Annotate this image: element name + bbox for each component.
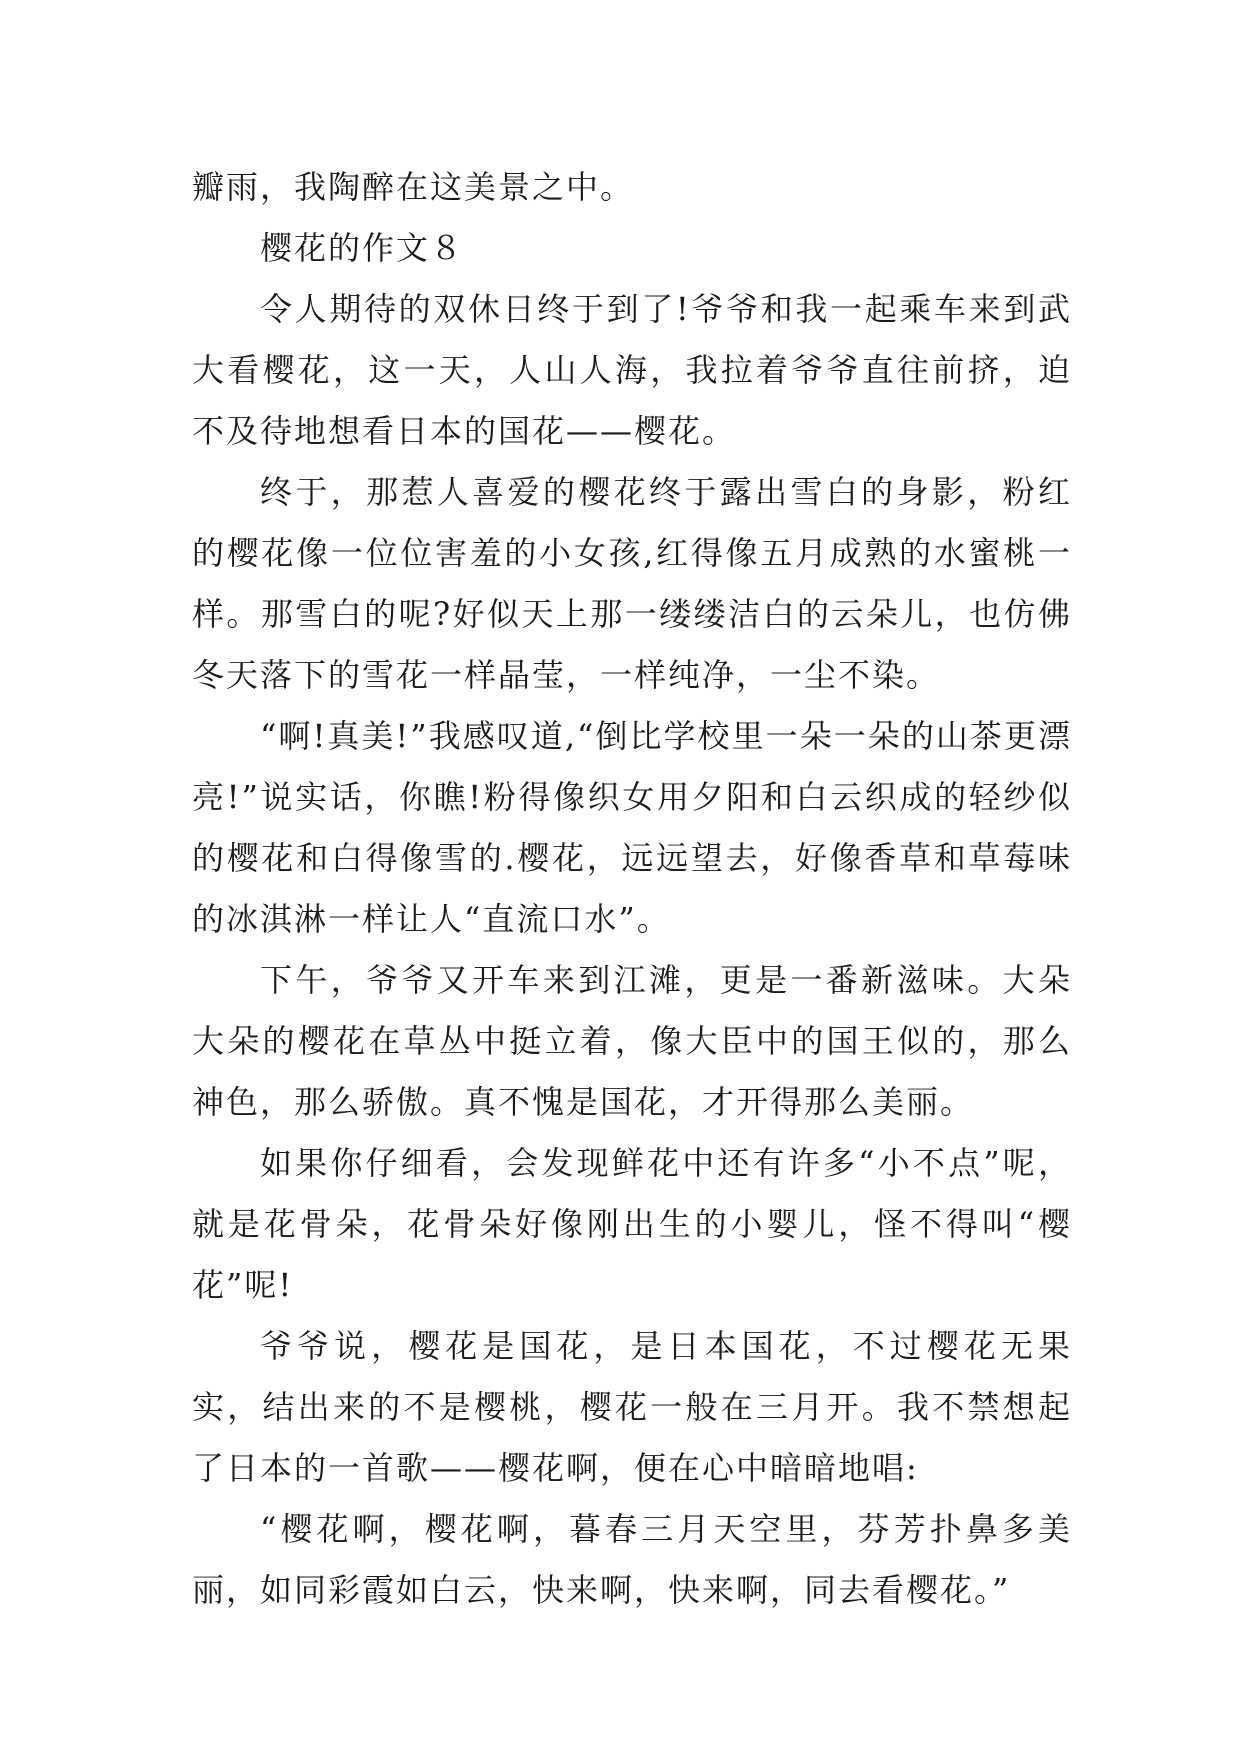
paragraph: 下午，爷爷又开车来到江滩，更是一番新滋味。大朵大朵的樱花在草丛中挺立着，像大臣中的国王似的，那么神色，那么骄傲。真不愧是国花，才开得那么美丽。 <box>192 961 1072 1121</box>
paragraph: 终于，那惹人喜爱的樱花终于露出雪白的身影，粉红的樱花像一位位害羞的小女孩,红得像五月成熟的水蜜桃一样。那雪白的呢?好似天上那一缕缕洁白的云朵儿，也仿佛冬天落下的雪花一样晶莹，一样纯净，一尘不染。 <box>192 473 1072 694</box>
section-heading: 樱花的作文８ <box>260 229 465 267</box>
paragraph: 瓣雨，我陶醉在这美景之中。 <box>192 168 635 206</box>
paragraph: “樱花啊，樱花啊，暮春三月天空里，芬芳扑鼻多美丽，如同彩霞如白云，快来啊，快来啊，同去看樱花。” <box>192 1510 1072 1609</box>
paragraph: 如果你仔细看，会发现鲜花中还有许多“小不点”呢，就是花骨朵，花骨朵好像刚出生的小婴儿，怪不得叫“樱花”呢! <box>192 1144 1072 1304</box>
body-text <box>192 157 1072 1621</box>
paragraph: “啊!真美!”我感叹道,“倒比学校里一朵一朵的山茶更漂亮!”说实话，你瞧!粉得像织女用夕阳和白云织成的轻纱似的樱花和白得像雪的.樱花，远远望去，好像香草和草莓味的冰淇淋一样让人“直流口水”。 <box>192 717 1072 938</box>
paragraph: 爷爷说，樱花是国花，是日本国花，不过樱花无果实，结出来的不是樱桃，樱花一般在三月开。我不禁想起了日本的一首歌——樱花啊，便在心中暗暗地唱: <box>192 1327 1072 1487</box>
paragraph: 令人期待的双休日终于到了!爷爷和我一起乘车来到武大看樱花，这一天，人山人海，我拉着爷爷直往前挤，迫不及待地想看日本的国花——樱花。 <box>192 290 1072 450</box>
